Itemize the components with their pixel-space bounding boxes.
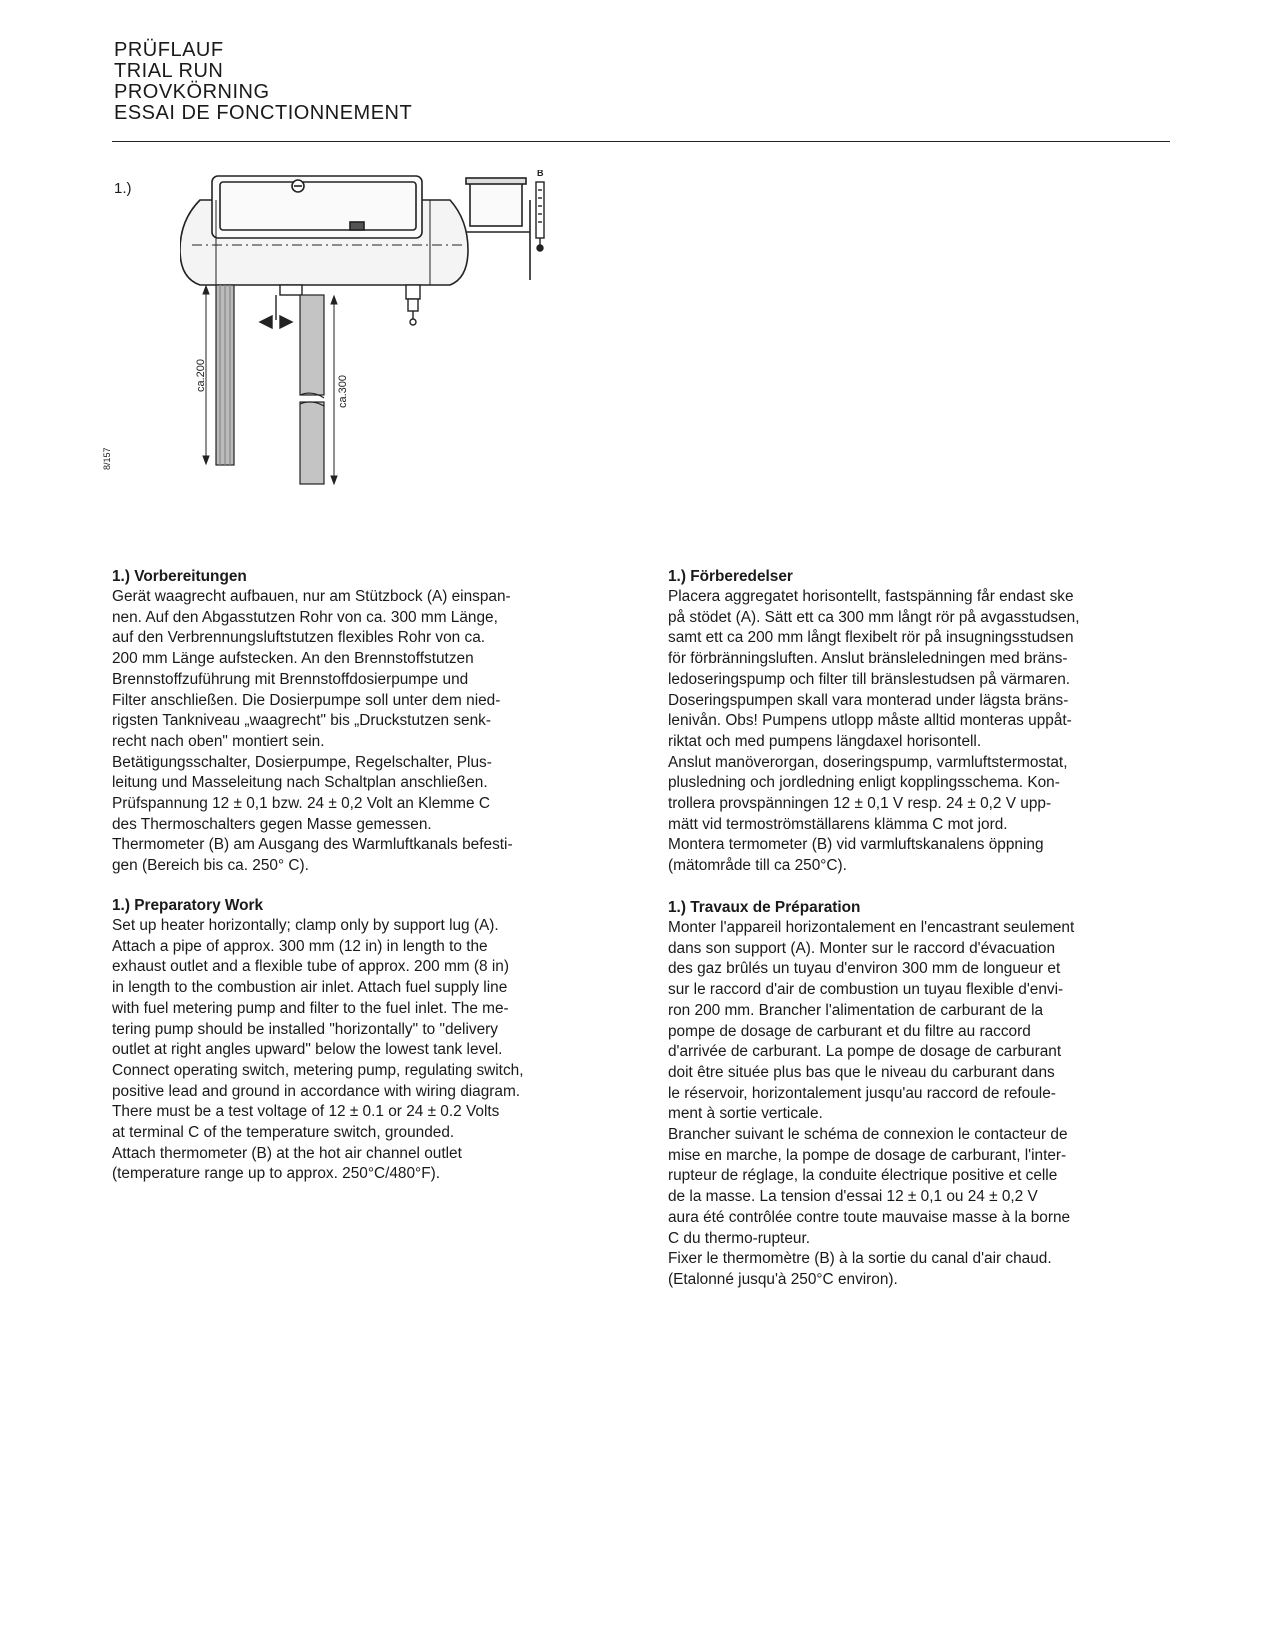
header-divider — [112, 141, 1170, 142]
title-french: ESSAI DE FONCTIONNEMENT — [114, 102, 413, 124]
title-german: PRÜFLAUF — [114, 39, 224, 61]
combustion-air-tube — [216, 285, 234, 465]
section-german — [112, 566, 602, 877]
section-swedish — [668, 566, 1158, 877]
figure-number: 1.) — [114, 180, 132, 197]
section-english-heading: 1.) Preparatory Work — [112, 897, 264, 914]
fuel-inlet — [406, 285, 420, 325]
dimension-right-label: ca.300 — [337, 374, 349, 408]
section-french-heading: 1.) Travaux de Préparation — [668, 899, 861, 916]
section-swedish-heading: 1.) Förberedelser — [668, 568, 793, 585]
section-german-heading: 1.) Vorbereitungen — [112, 568, 247, 585]
section-french — [668, 897, 1158, 1291]
title-english: TRIAL RUN — [114, 60, 224, 82]
section-french-body: Monter l'appareil horizontalement en l'encastrant seulement dans son support (A). Monter sur le raccord d'évacuation des gaz brûlés un tuyau d'environ 300 mm de longueur et sur le raccord d'air de combustion un tuyau flexible d'envi- ron 200 mm. Brancher l'alimentation de carburant de la pompe de dosage de carburant et du filtre au raccord d'arrivée de carburant. La pompe de dosage de carburant doit être située plus bas que le niveau du carburant dans le réservoir, horizontalement jusqu'au raccord de refoule- ment à sortie verticale. Brancher suivant le schéma de connexion le contacteur de mise en marche, la pompe de dosage de carburant, l'inter- rupteur de réglage, la conduite électrique positive et celle de la masse. La tension d'essai 12 ± 0,1 ou 24 ± 0,2 V aura été contrôlée contre toute mauvaise masse à la borne C du thermo-rupteur. Fixer le thermomètre (B) à la sortie du canal d'air chaud. (Etalonné jusqu'à 250°C environ). — [668, 919, 1075, 1288]
title-swedish: PROVKÖRNING — [114, 81, 270, 103]
label-b: B — [537, 170, 544, 178]
exhaust-pipe — [300, 295, 324, 484]
figure-code: 8/157 — [102, 447, 112, 470]
heater-diagram — [180, 170, 600, 520]
label-a: A — [273, 319, 279, 328]
section-swedish-body: Placera aggregatet horisontellt, fastspänning får endast ske på stödet (A). Sätt ett ca 300 mm långt rör på avgasstudsen, samt ett ca 200 mm långt flexibelt rör på insugningsstudsen för förbränningsluften. Anslut bränsleledningen med bräns- ledoseringspump och filter till bränslestudsen på värmaren. Doseringspumpen skall vara monterad under lägsta bräns- lenivån. Obs! Pumpens utlopp måste alltid monteras uppåt- riktat och med pumpens längdaxel horisontell. Anslut manöverorgan, doseringspump, varmluftstermostat, plusledning och jordledning enligt kopplingsschema. Kon- trollera provspänningen 12 ± 0,1 V resp. 24 ± 0,2 V upp- mätt vid termoströmställarens klämma C mot jord. Montera termometer (B) vid varmluftskanalens öppning (mätområde till ca 250°C). — [668, 588, 1080, 875]
section-german-body: Gerät waagrecht aufbauen, nur am Stützbock (A) einspan- nen. Auf den Abgasstutzen Rohr von ca. 300 mm Länge, auf den Verbrennungsluftstutzen flexibles Rohr von ca. 200 mm Länge aufstecken. An den Brennstoffstutzen Brennstoffzuführung mit Brennstoffdosierpumpe und Filter anschließen. Die Dosierpumpe soll unter dem nied- rigsten Tankniveau „waagrecht" bis „Druckstutzen senk- recht nach oben" montiert sein. Betätigungsschalter, Dosierpumpe, Regelschalter, Plus- leitung und Masseleitung nach Schaltplan anschließen. Prüfspannung 12 ± 0,1 bzw. 24 ± 0,2 Volt an Klemme C des Thermoschalters gegen Masse gemessen. Thermometer (B) am Ausgang des Warmluftkanals befesti- gen (Bereich bis ca. 250° C). — [112, 588, 513, 875]
support-lug — [260, 285, 302, 328]
thermometer — [536, 182, 544, 251]
section-english — [112, 895, 602, 1185]
dimension-left-label: ca.200 — [195, 358, 207, 392]
control-box — [466, 178, 530, 280]
heater-body — [180, 176, 468, 285]
page-title-block — [114, 40, 412, 124]
section-english-body: Set up heater horizontally; clamp only by support lug (A). Attach a pipe of approx. 300 mm (12 in) in length to the exhaust outlet and a flexible tube of approx. 200 mm (8 in) in length to the combustion air inlet. Attach fuel supply line with fuel metering pump and filter to the fuel inlet. The me- tering pump should be installed "horizontally" to "delivery outlet at right angles upward" below the lowest tank level. Connect operating switch, metering pump, regulating switch, positive lead and ground in accordance with wiring diagram. There must be a test voltage of 12 ± 0.1 or 24 ± 0.2 Volts at terminal C of the temperature switch, grounded. Attach thermometer (B) at the hot air channel outlet (temperature range up to approx. 250°C/480°F). — [112, 917, 524, 1183]
